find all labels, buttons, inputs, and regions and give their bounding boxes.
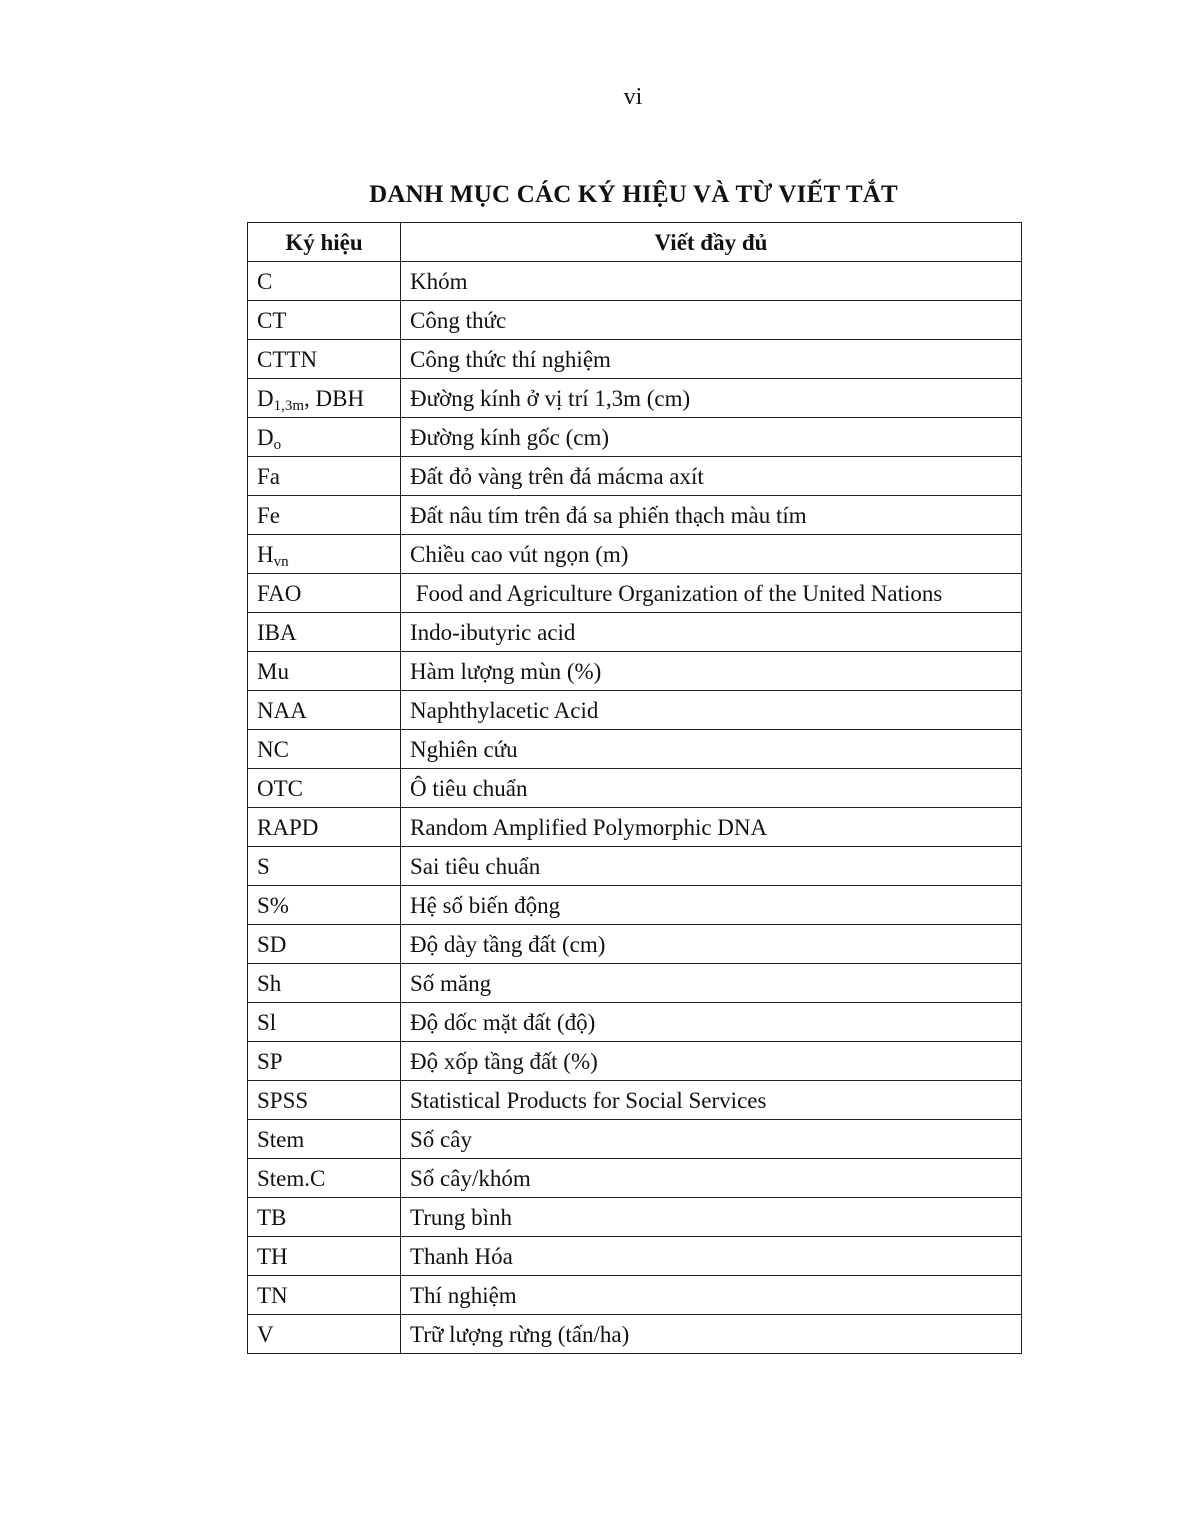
full-name-cell: Sai tiêu chuẩn <box>401 847 1022 886</box>
table-row <box>248 769 1022 808</box>
symbol-text: OTC <box>257 775 303 801</box>
symbol-cell <box>248 418 401 457</box>
full-name-cell: Chiều cao vút ngọn (m) <box>401 535 1022 574</box>
table-row <box>248 1198 1022 1237</box>
symbol-cell <box>248 379 401 418</box>
symbol-text: D <box>257 385 274 411</box>
symbol-cell <box>248 457 401 496</box>
symbol-cell <box>248 1198 401 1237</box>
symbol-cell <box>248 340 401 379</box>
table-row <box>248 340 1022 379</box>
symbol-cell <box>248 613 401 652</box>
symbol-cell <box>248 301 401 340</box>
table-row <box>248 730 1022 769</box>
symbol-text: Fe <box>257 502 280 528</box>
table-row <box>248 496 1022 535</box>
symbol-text: RAPD <box>257 814 319 840</box>
symbol-cell <box>248 730 401 769</box>
symbol-subscript: 1,3m <box>273 397 305 414</box>
symbol-text: TN <box>257 1282 288 1308</box>
full-name-cell: Nghiên cứu <box>401 730 1022 769</box>
table-row <box>248 262 1022 301</box>
table-row <box>248 574 1022 613</box>
table-row <box>248 808 1022 847</box>
full-name-cell: Công thức thí nghiệm <box>401 340 1022 379</box>
table-row <box>248 1237 1022 1276</box>
full-name-cell: Độ xốp tầng đất (%) <box>401 1042 1022 1081</box>
table-row <box>248 1120 1022 1159</box>
table-row <box>248 1276 1022 1315</box>
table-row <box>248 652 1022 691</box>
full-name-cell: Đất đỏ vàng trên đá mácma axít <box>401 457 1022 496</box>
symbol-cell <box>248 1120 401 1159</box>
symbol-text: Mu <box>257 658 289 684</box>
symbol-cell <box>248 769 401 808</box>
symbol-text: S% <box>257 892 289 918</box>
full-name-cell: Độ dày tầng đất (cm) <box>401 925 1022 964</box>
full-name-cell: Naphthylacetic Acid <box>401 691 1022 730</box>
full-name-cell: Indo-ibutyric acid <box>401 613 1022 652</box>
symbol-text: SD <box>257 931 287 957</box>
symbol-text: TB <box>257 1204 287 1230</box>
symbol-cell <box>248 496 401 535</box>
full-name-cell: Đường kính ở vị trí 1,3m (cm) <box>401 379 1022 418</box>
full-name-cell: Trung bình <box>401 1198 1022 1237</box>
abbreviations-table <box>247 222 1022 1354</box>
symbol-text: Stem <box>257 1126 305 1152</box>
symbol-cell <box>248 847 401 886</box>
header-symbol: Ký hiệu <box>248 223 401 262</box>
symbol-cell <box>248 964 401 1003</box>
symbol-cell <box>248 1159 401 1198</box>
page-title: DANH MỤC CÁC KÝ HIỆU VÀ TỪ VIẾT TẮT <box>369 181 898 208</box>
full-name-cell: Đường kính gốc (cm) <box>401 418 1022 457</box>
full-name-cell: Đất nâu tím trên đá sa phiến thạch màu tím <box>401 496 1022 535</box>
table-row <box>248 886 1022 925</box>
symbol-text: CT <box>257 307 287 333</box>
full-name-cell: Hệ số biến động <box>401 886 1022 925</box>
symbol-subscript: o <box>273 436 282 453</box>
full-name-cell: Ô tiêu chuẩn <box>401 769 1022 808</box>
symbol-text: S <box>257 853 270 879</box>
full-name-cell: Khóm <box>401 262 1022 301</box>
table-row <box>248 964 1022 1003</box>
table-row <box>248 1315 1022 1354</box>
header-full-name: Viết đầy đủ <box>401 223 1022 262</box>
symbol-cell <box>248 886 401 925</box>
page-number: vi <box>623 84 643 110</box>
symbol-text: IBA <box>257 619 297 645</box>
symbol-text: NC <box>257 736 289 762</box>
symbol-text: Fa <box>257 463 280 489</box>
full-name-cell: Thanh Hóa <box>401 1237 1022 1276</box>
table-row <box>248 535 1022 574</box>
symbol-cell <box>248 1081 401 1120</box>
symbol-text: CTTN <box>257 346 318 372</box>
symbol-cell <box>248 262 401 301</box>
full-name-cell: Food and Agriculture Organization of the United Nations <box>401 574 1022 613</box>
full-name-cell: Số măng <box>401 964 1022 1003</box>
full-name-cell: Hàm lượng mùn (%) <box>401 652 1022 691</box>
full-name-cell: Số cây <box>401 1120 1022 1159</box>
symbol-cell <box>248 574 401 613</box>
full-name-cell: Số cây/khóm <box>401 1159 1022 1198</box>
symbol-text: TH <box>257 1243 288 1269</box>
symbol-cell <box>248 1003 401 1042</box>
symbol-text: Sh <box>257 970 282 996</box>
symbol-text: V <box>257 1321 274 1347</box>
symbol-cell <box>248 808 401 847</box>
symbol-suffix: , DBH <box>304 385 365 411</box>
table-row <box>248 418 1022 457</box>
symbol-subscript: vn <box>273 553 289 570</box>
table-row <box>248 379 1022 418</box>
symbol-text: C <box>257 268 273 294</box>
table-body <box>248 262 1022 1354</box>
symbol-text: SP <box>257 1048 283 1074</box>
symbol-text: SPSS <box>257 1087 309 1113</box>
symbol-cell <box>248 1315 401 1354</box>
table-row <box>248 1003 1022 1042</box>
table-row <box>248 613 1022 652</box>
full-name-cell: Trữ lượng rừng (tấn/ha) <box>401 1315 1022 1354</box>
symbol-cell <box>248 1237 401 1276</box>
table-row <box>248 691 1022 730</box>
table-row <box>248 1042 1022 1081</box>
symbol-cell <box>248 535 401 574</box>
full-name-cell: Thí nghiệm <box>401 1276 1022 1315</box>
full-name-cell: Statistical Products for Social Services <box>401 1081 1022 1120</box>
symbol-cell <box>248 652 401 691</box>
symbol-cell <box>248 691 401 730</box>
table-row <box>248 1081 1022 1120</box>
symbol-text: D <box>257 424 274 450</box>
table-row <box>248 301 1022 340</box>
table-row <box>248 457 1022 496</box>
table-row <box>248 925 1022 964</box>
symbol-text: Stem.C <box>257 1165 326 1191</box>
table-row <box>248 847 1022 886</box>
full-name-cell: Công thức <box>401 301 1022 340</box>
symbol-text: Sl <box>257 1009 277 1035</box>
table-header-row <box>248 223 1022 262</box>
symbol-cell <box>248 1042 401 1081</box>
symbol-cell <box>248 925 401 964</box>
symbol-text: H <box>257 541 274 567</box>
symbol-text: FAO <box>257 580 302 606</box>
full-name-cell: Random Amplified Polymorphic DNA <box>401 808 1022 847</box>
table-row <box>248 1159 1022 1198</box>
symbol-text: NAA <box>257 697 307 723</box>
full-name-cell: Độ dốc mặt đất (độ) <box>401 1003 1022 1042</box>
symbol-cell <box>248 1276 401 1315</box>
